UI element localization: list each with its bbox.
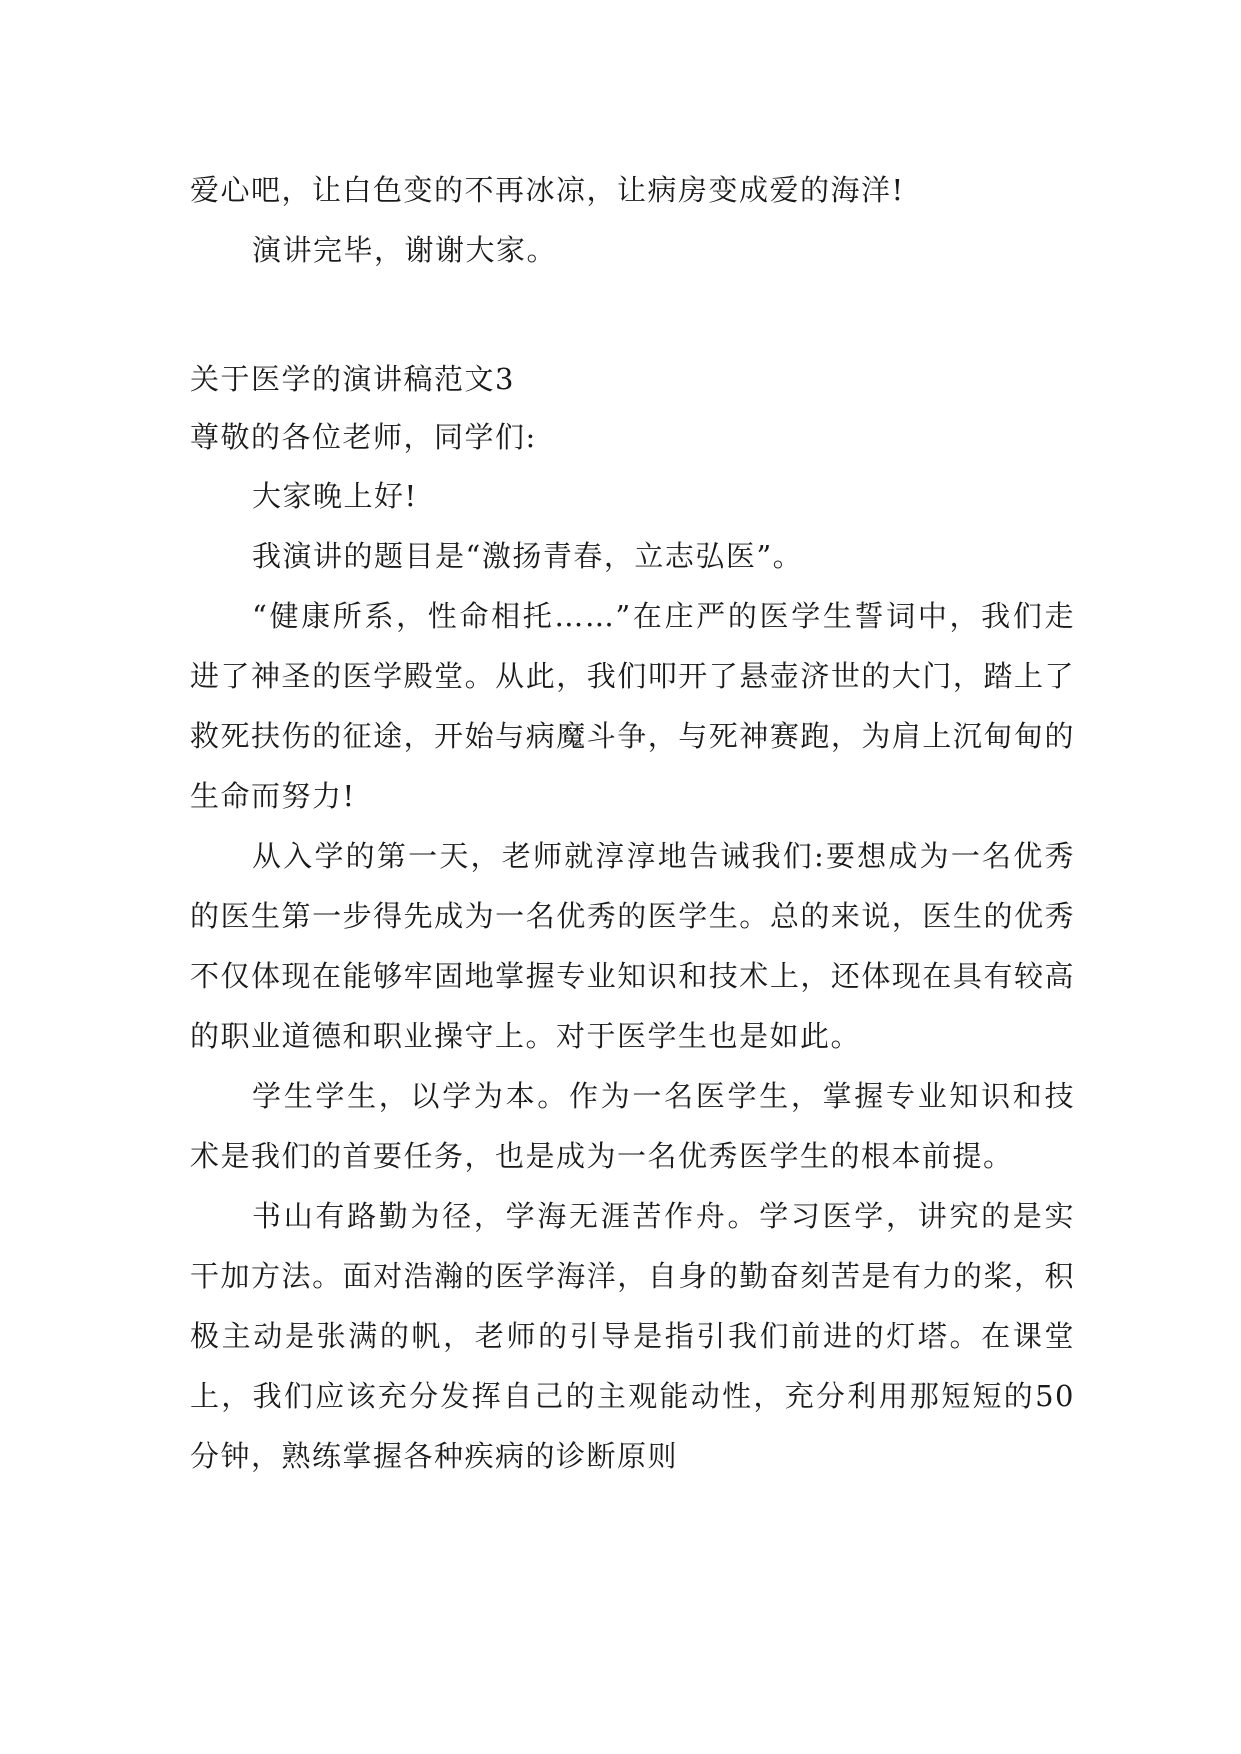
first-day-paragraph: 从入学的第一天，老师就淳淳地告诫我们:要想成为一名优秀的医生第一步得先成为一名优秀的医学生。总的来说，医生的优秀不仅体现在能够牢固地掌握专业知识和技术上，还体现在具有较高的职业道德和职业操守上。对于医学生也是如此。 xyxy=(190,839,1075,1053)
salutation: 尊敬的各位老师，同学们: xyxy=(190,420,537,454)
closing-paragraph: 演讲完毕，谢谢大家。 xyxy=(252,233,558,267)
continued-paragraph: 爱心吧，让白色变的不再冰凉，让病房变成爱的海洋! xyxy=(190,173,905,207)
study-paragraph: 学生学生，以学为本。作为一名医学生，掌握专业知识和技术是我们的首要任务，也是成为一名优秀医学生的根本前提。 xyxy=(190,1079,1075,1173)
topic-paragraph: 我演讲的题目是“激扬青春，立志弘医”。 xyxy=(252,539,804,573)
oath-paragraph: “健康所系，性命相托……”在庄严的医学生誓词中，我们走进了神圣的医学殿堂。从此，我们叩开了悬壶济世的大门，踏上了救死扶伤的征途，开始与病魔斗争，与死神赛跑，为肩上沉甸甸的生命而努力! xyxy=(190,599,1075,813)
greeting-paragraph: 大家晚上好! xyxy=(252,479,418,513)
document-body xyxy=(190,160,1075,1486)
section-gap xyxy=(190,280,1075,350)
section-title: 关于医学的演讲稿范文3 xyxy=(190,362,515,396)
method-paragraph: 书山有路勤为径，学海无涯苦作舟。学习医学，讲究的是实干加方法。面对浩瀚的医学海洋，自身的勤奋刻苦是有力的桨，积极主动是张满的帆，老师的引导是指引我们前进的灯塔。在课堂上，我们应该充分发挥自己的主观能动性，充分利用那短短的50分钟，熟练掌握各种疾病的诊断原则 xyxy=(190,1199,1075,1473)
